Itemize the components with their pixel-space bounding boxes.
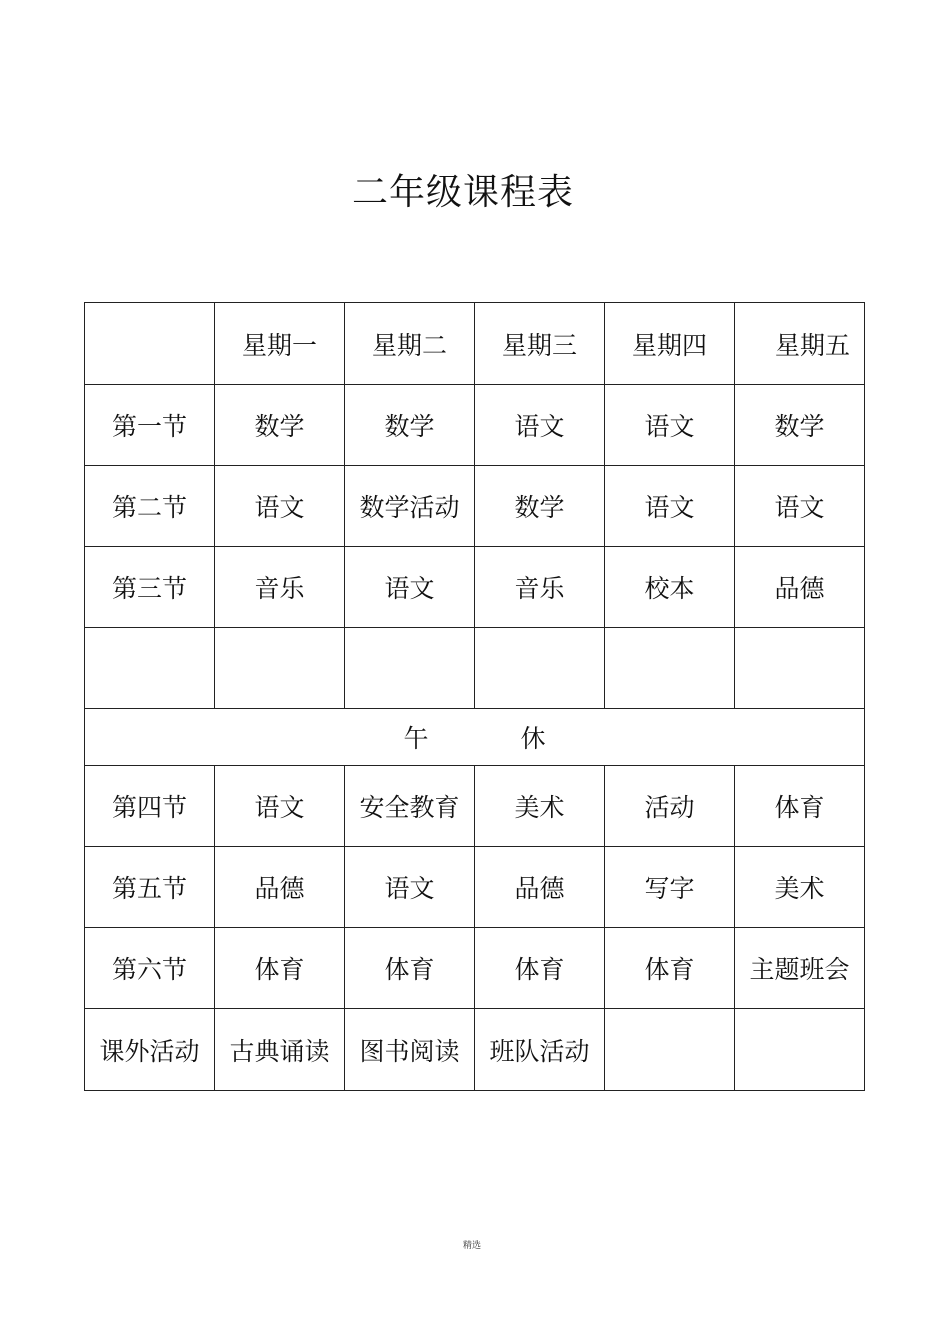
lunch-break-right: 休 [520, 724, 546, 753]
course-cell: 体育 [215, 928, 345, 1009]
empty-row [85, 628, 865, 709]
period-row [85, 385, 865, 466]
course-cell: 语文 [475, 385, 605, 466]
course-cell: 品德 [475, 847, 605, 928]
period-row [85, 928, 865, 1009]
course-cell: 语文 [605, 466, 735, 547]
course-cell: 校本 [605, 547, 735, 628]
period-label: 第二节 [85, 466, 215, 547]
course-cell [475, 628, 605, 709]
day-header-wed: 星期三 [475, 303, 605, 385]
course-cell: 数学活动 [345, 466, 475, 547]
period-label: 第六节 [85, 928, 215, 1009]
course-cell: 体育 [605, 928, 735, 1009]
course-cell: 美术 [475, 766, 605, 847]
course-cell: 美术 [735, 847, 865, 928]
course-cell: 数学 [215, 385, 345, 466]
course-cell: 语文 [215, 766, 345, 847]
course-cell [605, 628, 735, 709]
course-cell: 数学 [345, 385, 475, 466]
course-cell: 数学 [475, 466, 605, 547]
course-cell: 主题班会 [735, 928, 865, 1009]
lunch-break-left: 午 [403, 724, 429, 753]
period-label: 课外活动 [85, 1009, 215, 1091]
corner-cell [85, 303, 215, 385]
period-row [85, 466, 865, 547]
period-row [85, 847, 865, 928]
course-cell [735, 628, 865, 709]
course-cell [345, 628, 475, 709]
page-title: 二年级课程表 [351, 172, 574, 213]
course-cell: 音乐 [215, 547, 345, 628]
day-header-tue: 星期二 [345, 303, 475, 385]
course-cell: 品德 [215, 847, 345, 928]
course-cell [735, 1009, 865, 1091]
course-cell: 语文 [345, 547, 475, 628]
day-header-mon: 星期一 [215, 303, 345, 385]
course-cell [605, 1009, 735, 1091]
course-cell: 班队活动 [475, 1009, 605, 1091]
footer-note: 精选 [462, 1241, 481, 1251]
course-cell: 语文 [345, 847, 475, 928]
period-row [85, 547, 865, 628]
course-cell: 语文 [735, 466, 865, 547]
period-row [85, 766, 865, 847]
course-cell: 活动 [605, 766, 735, 847]
lunch-break-row [85, 709, 865, 766]
course-cell: 语文 [605, 385, 735, 466]
period-label [85, 628, 215, 709]
lunch-break-cell [85, 709, 865, 766]
course-cell: 品德 [735, 547, 865, 628]
course-cell: 安全教育 [345, 766, 475, 847]
course-cell: 体育 [345, 928, 475, 1009]
period-label: 第一节 [85, 385, 215, 466]
course-cell: 写字 [605, 847, 735, 928]
course-cell: 数学 [735, 385, 865, 466]
course-cell [215, 628, 345, 709]
day-header-thu: 星期四 [605, 303, 735, 385]
course-cell: 体育 [475, 928, 605, 1009]
period-label: 第五节 [85, 847, 215, 928]
extracurricular-row [85, 1009, 865, 1091]
course-cell: 音乐 [475, 547, 605, 628]
header-row [85, 303, 865, 385]
course-cell: 体育 [735, 766, 865, 847]
period-label: 第四节 [85, 766, 215, 847]
schedule-table [84, 302, 865, 1091]
period-label: 第三节 [85, 547, 215, 628]
course-cell: 古典诵读 [215, 1009, 345, 1091]
course-cell: 图书阅读 [345, 1009, 475, 1091]
course-cell: 语文 [215, 466, 345, 547]
day-header-fri: 星期五 [735, 303, 865, 385]
